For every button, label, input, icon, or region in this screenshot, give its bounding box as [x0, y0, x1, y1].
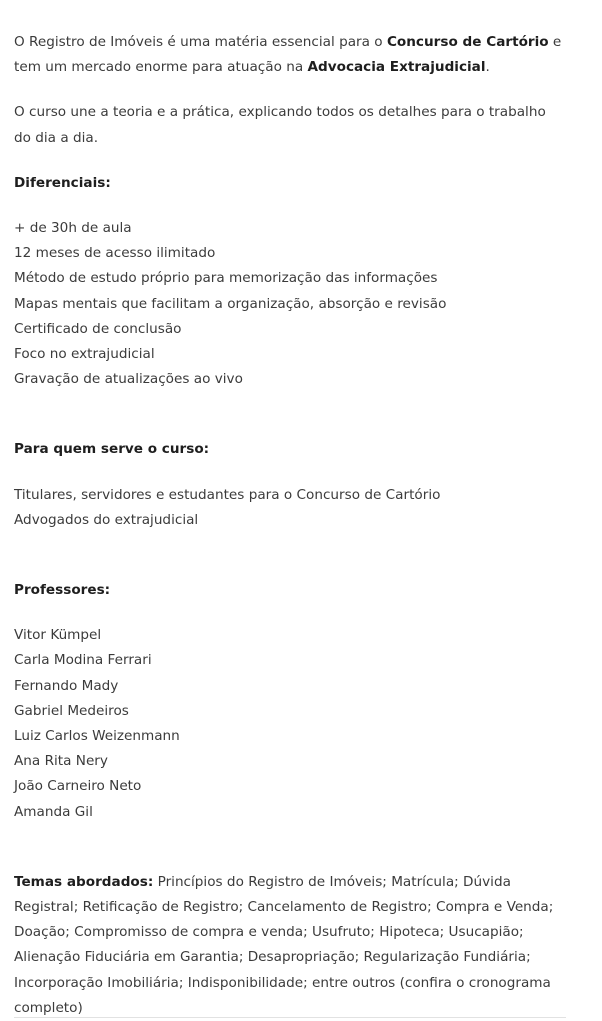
topics-text: Princípios do Registro de Imóveis; Matrícula; Dúvida Registral; Retificação de Registro; Cancelamento de Registro; Compra e Venda; Doação; Compromisso de compra e venda; Usufruto; Hipoteca; Usucapião; Alienação Fiduciária em Garantia; Desapropriação; Regularização Fundiária; Incorporação Imobiliária; Indisponibilidade; entre outros (confira o cronograma completo): [14, 873, 554, 1016]
differential-item: + de 30h de aula: [14, 220, 132, 237]
intro-text-2: e tem um mercado enorme para atuação na: [14, 34, 562, 76]
differentials-list: [14, 216, 566, 392]
spacer: [14, 553, 566, 578]
intro-text-1: O Registro de Imóveis é uma matéria essencial para o: [14, 34, 387, 50]
audience-item: Advogados do extrajudicial: [14, 511, 199, 528]
intro-text-3: .: [485, 59, 490, 76]
differential-item: Método de estudo próprio para memorização das informações: [14, 270, 438, 287]
differential-item: Certificado de conclusão: [14, 320, 182, 337]
professor-item: Luiz Carlos Weizenmann: [14, 728, 180, 745]
professor-item: Amanda Gil: [14, 803, 93, 820]
professors-list: [14, 623, 566, 825]
professor-item: João Carneiro Neto: [14, 778, 142, 795]
intro-bold-advocacia: Advocacia Extrajudicial: [307, 59, 486, 76]
professors-heading: [14, 578, 566, 603]
professor-item: Gabriel Medeiros: [14, 702, 129, 719]
audience-list: [14, 483, 566, 533]
differential-item: Gravação de atualizações ao vivo: [14, 371, 243, 388]
audience-item: Titulares, servidores e estudantes para o Concurso de Cartório: [14, 486, 441, 503]
spacer: [14, 845, 566, 870]
differential-item: Mapas mentais que facilitam a organização, absorção e revisão: [14, 295, 447, 312]
professor-item: Vitor Kümpel: [14, 627, 102, 644]
professor-item: Carla Modina Ferrari: [14, 652, 152, 669]
professors-heading-text: Professores:: [14, 582, 111, 599]
spacer: [14, 412, 566, 437]
description-paragraph: O curso une a teoria e a prática, explicando todos os detalhes para o trabalho do dia a dia.: [14, 104, 546, 146]
professor-item: Ana Rita Nery: [14, 753, 108, 770]
topics-heading: Temas abordados:: [14, 873, 154, 890]
section-divider: [14, 1017, 566, 1018]
differential-item: Foco no extrajudicial: [14, 346, 155, 363]
professor-item: Fernando Mady: [14, 677, 119, 694]
intro-bold-concurso: Concurso de Cartório: [386, 34, 549, 50]
differentials-heading-text: Diferenciais:: [14, 174, 111, 191]
differentials-heading: [14, 171, 566, 196]
intro-paragraph: [14, 30, 566, 80]
audience-heading-text: Para quem serve o curso:: [14, 441, 210, 458]
differential-item: 12 meses de acesso ilimitado: [14, 245, 216, 262]
topics-paragraph: [14, 870, 566, 1021]
audience-heading: [14, 437, 566, 462]
